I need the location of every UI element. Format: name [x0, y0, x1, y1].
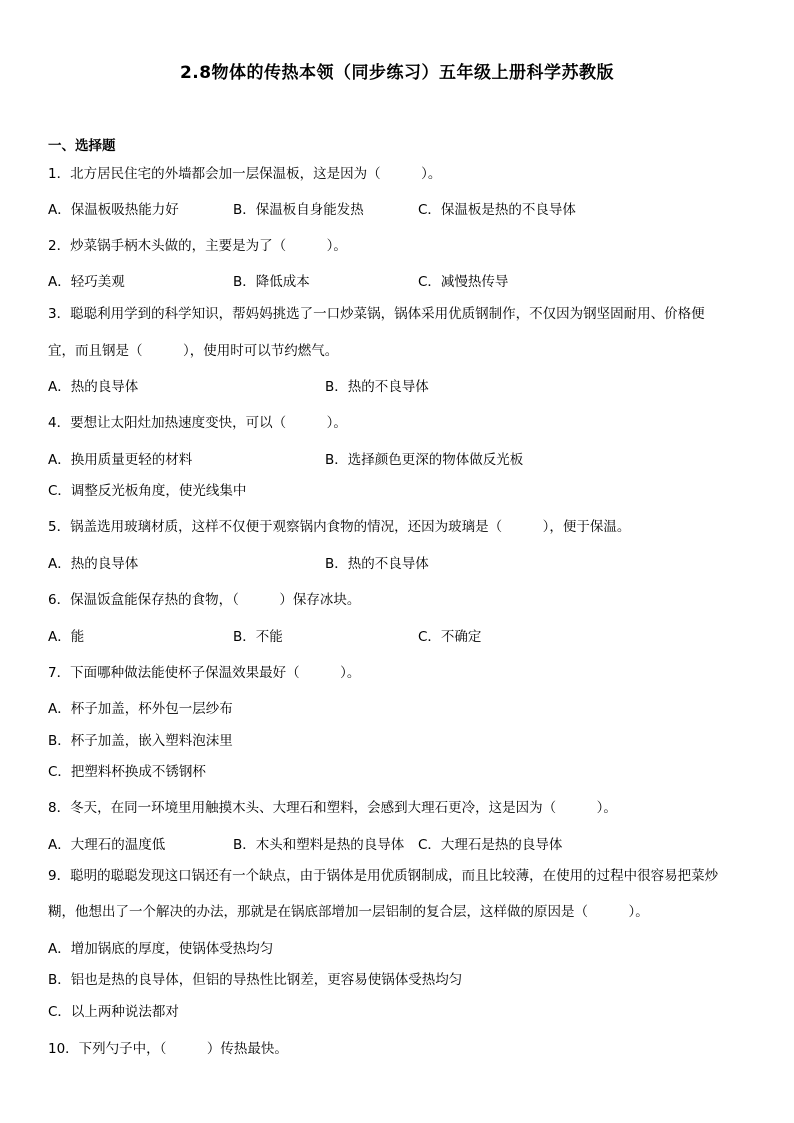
q8-option-a: A．大理石的温度低: [48, 837, 166, 853]
q6-option-a: A．能: [48, 629, 85, 645]
q6-option-c: C．不确定: [418, 629, 482, 645]
q2-option-b: B．降低成本: [233, 274, 310, 290]
question-4: 4．要想让太阳灶加热速度变快，可以（ ）。: [48, 415, 347, 431]
q9-option-b: B．铝也是热的良导体，但铝的导热性比钢差，更容易使锅体受热均匀: [48, 972, 463, 988]
question-9-line-1: 9．聪明的聪聪发现这口锅还有一个缺点，由于锅体是用优质钢制成，而且比较薄，在使用的过程中很容易把菜炒: [48, 868, 719, 884]
question-10: 10．下列勺子中，（ ）传热最快。: [48, 1041, 288, 1057]
q7-option-c: C．把塑料杯换成不锈钢杯: [48, 764, 206, 780]
q5-option-b: B．热的不良导体: [325, 556, 429, 572]
q6-option-b: B．不能: [233, 629, 283, 645]
question-3-line-1: 3．聪聪利用学到的科学知识，帮妈妈挑选了一口炒菜锅，锅体采用优质钢制作，不仅因为钢坚固耐用、价格便: [48, 306, 705, 322]
question-8: 8．冬天，在同一环境里用触摸木头、大理石和塑料，会感到大理石更冷，这是因为（ ）。: [48, 800, 617, 816]
q1-option-c: C．保温板是热的不良导体: [418, 202, 576, 218]
q4-option-a: A．换用质量更轻的材料: [48, 452, 193, 468]
question-1: 1．北方居民住宅的外墙都会加一层保温板，这是因为（ ）。: [48, 166, 442, 182]
question-7: 7．下面哪种做法能使杯子保温效果最好（ ）。: [48, 665, 361, 681]
question-5: 5．锅盖选用玻璃材质，这样不仅便于观察锅内食物的情况，还因为玻璃是（ ），便于保温。: [48, 519, 631, 535]
q2-option-c: C．减慢热传导: [418, 274, 509, 290]
question-3-line-2: 宜，而且钢是（ ），使用时可以节约燃气。: [48, 343, 339, 359]
q7-option-a: A．杯子加盖，杯外包一层纱布: [48, 701, 233, 717]
page-title: 2.8物体的传热本领（同步练习）五年级上册科学苏教版: [179, 63, 615, 83]
q1-option-b: B．保温板自身能发热: [233, 202, 364, 218]
q9-option-a: A．增加锅底的厚度，使锅体受热均匀: [48, 941, 274, 957]
q3-option-a: A．热的良导体: [48, 379, 139, 395]
q5-option-a: A．热的良导体: [48, 556, 139, 572]
q2-option-a: A．轻巧美观: [48, 274, 125, 290]
q9-option-c: C．以上两种说法都对: [48, 1004, 179, 1020]
q8-option-b: B．木头和塑料是热的良导体: [233, 837, 405, 853]
question-6: 6．保温饭盒能保存热的食物，（ ）保存冰块。: [48, 592, 361, 608]
question-2: 2．炒菜锅手柄木头做的，主要是为了（ ）。: [48, 238, 347, 254]
q7-option-b: B．杯子加盖，嵌入塑料泡沫里: [48, 733, 233, 749]
section-heading: 一、选择题: [48, 138, 116, 154]
q3-option-b: B．热的不良导体: [325, 379, 429, 395]
question-9-line-2: 糊，他想出了一个解决的办法，那就是在锅底部增加一层铝制的复合层，这样做的原因是（ ）。: [48, 904, 649, 920]
q4-option-c: C．调整反光板角度，使光线集中: [48, 483, 247, 499]
q8-option-c: C．大理石是热的良导体: [418, 837, 563, 853]
q1-option-a: A．保温板吸热能力好: [48, 202, 179, 218]
q4-option-b: B．选择颜色更深的物体做反光板: [325, 452, 524, 468]
